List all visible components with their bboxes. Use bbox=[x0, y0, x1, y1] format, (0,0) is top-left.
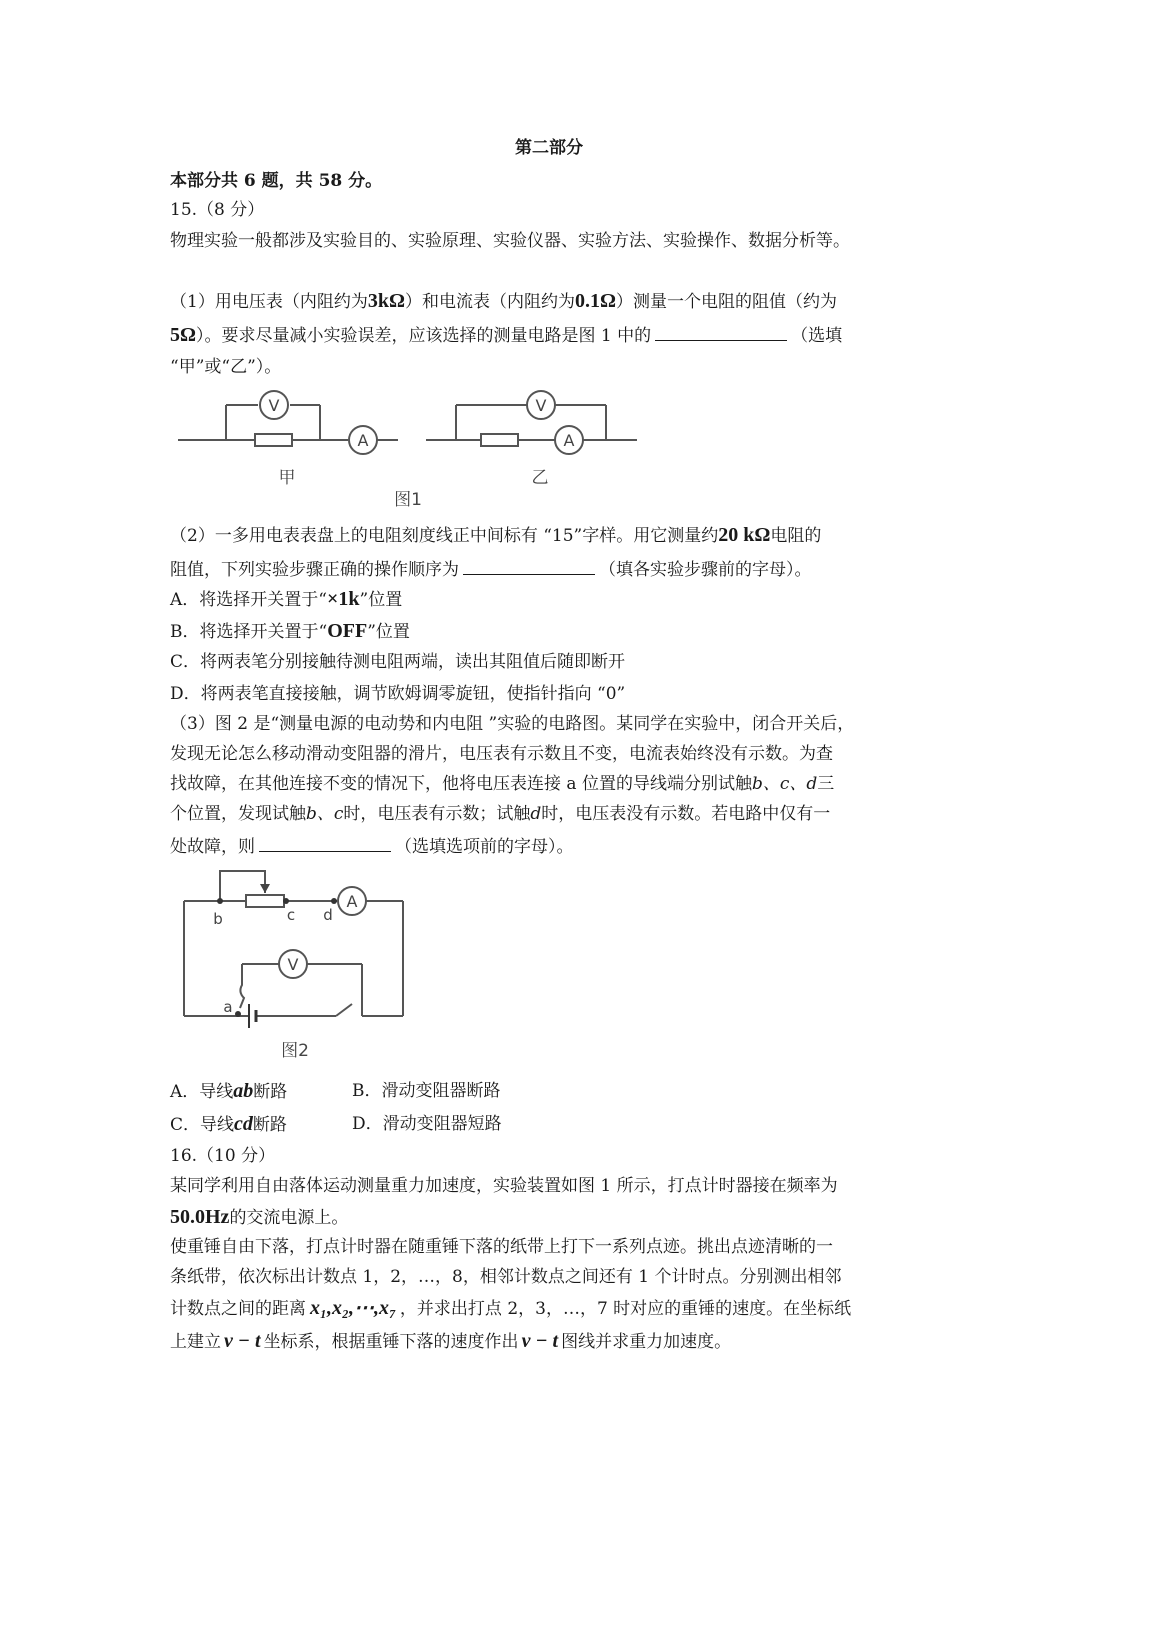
q15-option-c bbox=[170, 1113, 287, 1136]
q15-option-a bbox=[170, 1080, 287, 1103]
step-b-value: OFF bbox=[327, 620, 368, 642]
fig2-probe-wire bbox=[240, 964, 244, 1008]
fig2-ammeter-label: A bbox=[346, 892, 358, 911]
q15-step-c: C．将两表笔分别接触待测电阻两端，读出其阻值后随即断开 bbox=[170, 652, 626, 672]
option-a-post: 断路 bbox=[253, 1082, 288, 1102]
q15-p1-text-d: ）。要求尽量减小实验误差，应该选择的测量电路是图 1 中的 bbox=[196, 326, 652, 346]
q16-header: 16.（10 分） bbox=[170, 1146, 276, 1166]
step-b-post: ”位置 bbox=[367, 622, 410, 642]
q16-line4: 条纸带，依次标出计数点 1，2，…，8，相邻计数点之间还有 1 个计时点。分别测出相邻 bbox=[170, 1267, 842, 1287]
p3-l4-c: 时，电压表有示数；试触 bbox=[343, 804, 531, 824]
q15-intro: 物理实验一般都涉及实验目的、实验原理、实验仪器、实验方法、实验操作、数据分析等。 bbox=[170, 231, 850, 251]
q15-part1-line3: “甲”或“乙”）。 bbox=[170, 357, 282, 377]
q15-p2-text-a: （2）一多用电表表盘上的电阻刻度线正中间标有 “15”字样。用它测量约 bbox=[170, 526, 719, 546]
q15-p1-text-b: ）和电流表（内阻约为 bbox=[404, 292, 575, 312]
fig2-switch-blade bbox=[336, 1004, 352, 1016]
q16-l6-var2: v − t bbox=[521, 1330, 559, 1352]
fig1-label-yi: 乙 bbox=[531, 468, 549, 488]
fig2-slider-wire bbox=[220, 871, 265, 901]
q15-header: 15.（8 分） bbox=[170, 200, 265, 220]
option-c-var: cd bbox=[234, 1113, 253, 1135]
q15-p1-text-c: ）测量一个电阻的阻值（约为 bbox=[615, 292, 837, 312]
q16-line2-text: 的交流电源上。 bbox=[229, 1208, 349, 1228]
fig2-voltmeter-label: V bbox=[287, 955, 299, 974]
fig2-label-d: d bbox=[323, 906, 333, 924]
q15-p2-text-d: （填各实验步骤前的字母）。 bbox=[599, 560, 812, 580]
p3-l4-d: d bbox=[530, 804, 542, 824]
fig1-jia-voltmeter-label: V bbox=[268, 396, 280, 415]
q16-l6-c: 图线并求重力加速度。 bbox=[561, 1332, 732, 1352]
fig2-label-c: c bbox=[286, 906, 296, 924]
fig2-dot-a bbox=[235, 1011, 241, 1017]
p3-l5-a: 处故障，则 bbox=[170, 837, 255, 857]
q15-option-d: D．滑动变阻器短路 bbox=[352, 1114, 502, 1134]
p3-l3-tail: 三 bbox=[817, 774, 835, 794]
q15-p2-text-c: 阻值，下列实验步骤正确的操作顺序为 bbox=[170, 560, 459, 580]
q15-part3-line1: （3）图 2 是“测量电源的电动势和内电阻 ”实验的电路图。某同学在实验中，闭合开关后， bbox=[170, 714, 855, 734]
option-c-pre: C．导线 bbox=[170, 1115, 235, 1135]
section-title: 第二部分 bbox=[515, 138, 583, 158]
fig2-dot-b bbox=[217, 898, 223, 904]
fig2-dot-d bbox=[331, 898, 337, 904]
q16-l6-b: 坐标系，根据重锤下落的速度作出 bbox=[263, 1332, 519, 1352]
q15-p1-text-a: （1）用电压表（内阻约为 bbox=[170, 292, 368, 312]
q15-p1-value-resistor: 5Ω bbox=[170, 324, 197, 346]
option-c-post: 断路 bbox=[252, 1115, 287, 1135]
q15-p2-value-resistance: 20 kΩ bbox=[718, 524, 771, 546]
p3-l3-text: 找故障，在其他连接不变的情况下，他将电压表连接 a 位置的导线端分别试触 bbox=[170, 774, 752, 794]
q15-p2-text-b: 电阻的 bbox=[770, 526, 822, 546]
fig2-label-b: b bbox=[213, 910, 223, 928]
fig2-rheostat bbox=[246, 895, 284, 907]
p3-l4-a: 个位置，发现试触 bbox=[170, 804, 306, 824]
p3-l4-b: b、c bbox=[306, 804, 344, 824]
q15-p1-text-e: （选填 bbox=[791, 326, 843, 346]
q16-line5 bbox=[170, 1297, 851, 1320]
q16-line2 bbox=[170, 1206, 348, 1229]
option-a-var: ab bbox=[233, 1080, 254, 1102]
option-a-pre: A．导线 bbox=[170, 1082, 234, 1102]
q16-l5-distances: x₁,x₂,⋯,x₇ bbox=[310, 1297, 396, 1319]
p3-l4-e: 时，电压表没有示数。若电路中仅有一 bbox=[541, 804, 831, 824]
fig1-caption: 图1 bbox=[394, 490, 422, 510]
p3-l5-b: （选填选项前的字母）。 bbox=[395, 837, 574, 857]
fig1-label-jia: 甲 bbox=[278, 468, 296, 488]
step-b-pre: B．将选择开关置于“ bbox=[170, 622, 328, 642]
fig1-yi-voltmeter-label: V bbox=[535, 396, 547, 415]
q16-l5-b: ，并求出打点 2，3，…，7 时对应的重锤的速度。在坐标纸 bbox=[399, 1299, 852, 1319]
q16-line6 bbox=[170, 1330, 731, 1353]
p3-l3-points: b、c、d bbox=[751, 774, 818, 794]
fig1-yi-ammeter-label: A bbox=[563, 431, 575, 450]
q16-l6-var1: v − t bbox=[224, 1330, 261, 1352]
q15-part3-line2: 发现无论怎么移动滑动变阻器的滑片，电压表有示数且不变，电流表始终没有示数。为查 bbox=[170, 744, 833, 764]
fig2-slider-arrow bbox=[260, 884, 270, 893]
q16-frequency-value: 50.0Hz bbox=[170, 1206, 230, 1228]
fig2-caption: 图2 bbox=[281, 1041, 309, 1061]
q15-option-b: B．滑动变阻器断路 bbox=[352, 1081, 501, 1101]
q16-l6-a: 上建立 bbox=[170, 1332, 221, 1352]
q15-step-d: D．将两表笔直接接触，调节欧姆调零旋钮，使指针指向 “0” bbox=[170, 684, 626, 704]
fig1-jia-ammeter-label: A bbox=[357, 431, 369, 450]
step-a-pre: A．将选择开关置于“ bbox=[170, 590, 327, 610]
q15-p1-value-voltmeter-resistance: 3kΩ bbox=[367, 290, 405, 312]
q16-l5-a: 计数点之间的距离 bbox=[170, 1299, 306, 1319]
q15-p1-value-ammeter-resistance: 0.1Ω bbox=[574, 290, 616, 312]
fig2-dot-c bbox=[283, 898, 289, 904]
step-a-value: ×1k bbox=[326, 588, 360, 610]
q16-line3: 使重锤自由下落，打点计时器在随重锤下落的纸带上打下一系列点迹。挑出点迹清晰的一 bbox=[170, 1237, 833, 1257]
section-intro: 本部分共 6 题，共 58 分。 bbox=[170, 171, 383, 191]
step-a-post: ”位置 bbox=[359, 590, 403, 610]
q16-line1: 某同学利用自由落体运动测量重力加速度，实验装置如图 1 所示，打点计时器接在频率为 bbox=[170, 1176, 838, 1196]
fig2-label-a: a bbox=[223, 998, 233, 1016]
